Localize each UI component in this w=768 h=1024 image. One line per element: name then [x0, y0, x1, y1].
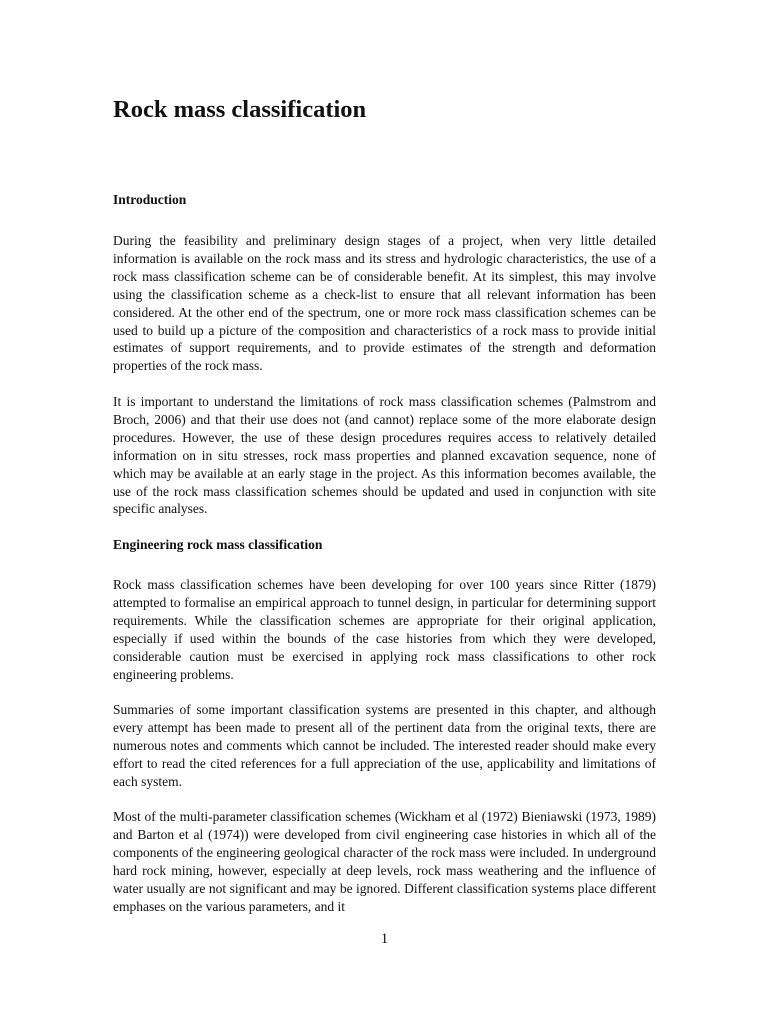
paragraph: During the feasibility and preliminary design stages of a project, when very little detailed information is available on the rock mass and its stress and hydrologic characteristics, the use of a rock mass classification scheme can be of considerable benefit. At its simplest, this may involve using the classification scheme as a check-list to ensure that all relevant information has been considered. At the other end of the spectrum, one or more rock mass classification schemes can be used to build up a picture of the composition and characteristics of a rock mass to provide initial estimates of support requirements, and to provide estimates of the strength and deformation properties of the rock mass.	[113, 233, 656, 374]
paragraph: Rock mass classification schemes have been developing for over 100 years since Ritter (1879) attempted to formalise an empirical approach to tunnel design, in particular for determining support requirements. While the classification schemes are appropriate for their original application, especially if used within the bounds of the case histories from which they were developed, considerable caution must be exercised in applying rock mass classifications to other rock engineering problems.	[113, 577, 656, 682]
paragraph: Summaries of some important classification systems are presented in this chapter, and although every attempt has been made to present all of the pertinent data from the original texts, there are numerous notes and comments which cannot be included. The interested reader should make every effort to read the cited references for a full appreciation of the use, applicability and limitations of each system.	[113, 702, 656, 789]
section-heading-engineering-rock-mass-classification: Engineering rock mass classification	[113, 537, 323, 552]
page-title: Rock mass classification	[113, 96, 367, 123]
page-number: 1	[380, 931, 389, 947]
paragraph: It is important to understand the limitations of rock mass classification schemes (Palmstrom and Broch, 2006) and that their use does not (and cannot) replace some of the more elaborate design procedures. However, the use of these design procedures requires access to relatively detailed information on in situ stresses, rock mass properties and planned excavation sequence, none of which may be available at an early stage in the project. As this information becomes available, the use of the rock mass classification schemes should be updated and used in conjunction with site specific analyses.	[113, 394, 656, 517]
document-page	[113, 0, 656, 1024]
section-heading-introduction: Introduction	[113, 192, 187, 207]
paragraph: Most of the multi-parameter classification schemes (Wickham et al (1972) Bieniawski (1973, 1989) and Barton et al (1974)) were developed from civil engineering case histories in which all of the components of the engineering geological character of the rock mass were included. In underground hard rock mining, however, especially at deep levels, rock mass weathering and the influence of water usually are not significant and may be ignored. Different classification systems place different emphases on the various parameters, and it	[113, 809, 656, 914]
